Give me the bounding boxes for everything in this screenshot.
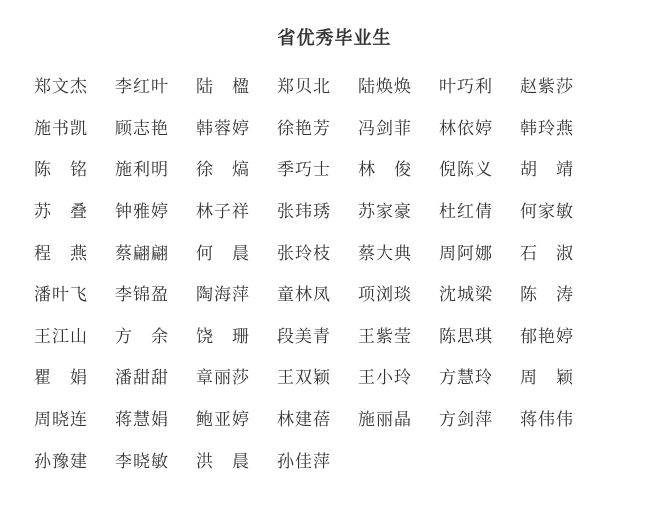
graduate-name: 陆 楹 bbox=[196, 77, 250, 98]
graduate-name: 韩蓉婷 bbox=[196, 118, 250, 139]
graduate-name: 童林凤 bbox=[277, 285, 331, 306]
graduate-name: 段美青 bbox=[277, 326, 331, 347]
graduate-name: 孙豫建 bbox=[34, 451, 88, 472]
graduate-name: 方慧玲 bbox=[439, 368, 493, 389]
graduate-name: 林 俊 bbox=[358, 160, 412, 181]
page-title: 省优秀毕业生 bbox=[277, 28, 392, 49]
graduate-name: 蒋慧娟 bbox=[115, 410, 169, 431]
graduate-name: 瞿 娟 bbox=[34, 368, 88, 389]
graduate-name: 蒋伟伟 bbox=[520, 410, 574, 431]
graduate-name: 项浏琰 bbox=[358, 285, 412, 306]
graduate-name: 程 燕 bbox=[34, 243, 88, 264]
graduate-name: 陈 涛 bbox=[520, 285, 574, 306]
graduate-name: 周 颖 bbox=[520, 368, 574, 389]
graduate-name: 徐艳芳 bbox=[277, 118, 331, 139]
name-row bbox=[34, 230, 634, 272]
graduate-name: 顾志艳 bbox=[115, 118, 169, 139]
graduate-name: 潘甜甜 bbox=[115, 368, 169, 389]
graduate-name: 饶 珊 bbox=[196, 326, 250, 347]
graduate-name: 方剑萍 bbox=[439, 410, 493, 431]
graduate-name: 章丽莎 bbox=[196, 368, 250, 389]
graduate-name: 周晓连 bbox=[34, 410, 88, 431]
graduate-name: 何 晨 bbox=[196, 243, 250, 264]
graduate-name: 冯剑菲 bbox=[358, 118, 412, 139]
graduate-name: 王双颖 bbox=[277, 368, 331, 389]
graduate-name: 钟雅婷 bbox=[115, 202, 169, 223]
graduate-name: 何家敏 bbox=[520, 202, 574, 223]
name-row bbox=[34, 438, 634, 480]
name-row bbox=[34, 314, 634, 356]
name-row bbox=[34, 397, 634, 439]
graduate-name: 苏家豪 bbox=[358, 202, 412, 223]
graduate-name: 郁艳婷 bbox=[520, 326, 574, 347]
name-row bbox=[34, 272, 634, 314]
graduate-name: 林子祥 bbox=[196, 202, 250, 223]
graduate-name: 陶海萍 bbox=[196, 285, 250, 306]
name-list bbox=[34, 64, 634, 480]
name-row bbox=[34, 189, 634, 231]
graduate-name: 王紫莹 bbox=[358, 326, 412, 347]
graduate-name: 王江山 bbox=[34, 326, 88, 347]
graduate-name: 施利明 bbox=[115, 160, 169, 181]
graduate-name: 叶巧利 bbox=[439, 77, 493, 98]
graduate-name: 韩玲燕 bbox=[520, 118, 574, 139]
graduate-name: 王小玲 bbox=[358, 368, 412, 389]
graduate-name: 沈城梁 bbox=[439, 285, 493, 306]
graduate-name: 孙佳萍 bbox=[277, 451, 331, 472]
graduate-name: 陈思琪 bbox=[439, 326, 493, 347]
graduate-name: 李红叶 bbox=[115, 77, 169, 98]
graduate-name: 郑文杰 bbox=[34, 77, 88, 98]
name-row bbox=[34, 147, 634, 189]
graduate-name: 杜红倩 bbox=[439, 202, 493, 223]
graduate-name: 张玲枝 bbox=[277, 243, 331, 264]
graduate-name: 徐 熇 bbox=[196, 160, 250, 181]
graduate-name: 林建蓓 bbox=[277, 410, 331, 431]
graduate-name: 林依婷 bbox=[439, 118, 493, 139]
graduate-name: 方 余 bbox=[115, 326, 169, 347]
graduate-name: 季巧士 bbox=[277, 160, 331, 181]
graduate-name: 鲍亚婷 bbox=[196, 410, 250, 431]
graduate-name: 洪 晨 bbox=[196, 451, 250, 472]
graduate-name: 潘叶飞 bbox=[34, 285, 88, 306]
graduate-name: 石 淑 bbox=[520, 243, 574, 264]
graduate-name: 李晓敏 bbox=[115, 451, 169, 472]
graduate-name: 赵紫莎 bbox=[520, 77, 574, 98]
name-row bbox=[34, 106, 634, 148]
name-row bbox=[34, 64, 634, 106]
graduate-name: 施丽晶 bbox=[358, 410, 412, 431]
graduate-name: 郑贝北 bbox=[277, 77, 331, 98]
graduate-name: 倪陈义 bbox=[439, 160, 493, 181]
graduate-name: 陆焕焕 bbox=[358, 77, 412, 98]
graduate-name: 蔡大典 bbox=[358, 243, 412, 264]
name-row bbox=[34, 355, 634, 397]
graduate-name: 张玮琇 bbox=[277, 202, 331, 223]
graduate-name: 蔡翩翩 bbox=[115, 243, 169, 264]
graduate-name: 施书凯 bbox=[34, 118, 88, 139]
graduate-name: 苏 叠 bbox=[34, 202, 88, 223]
graduate-name: 胡 靖 bbox=[520, 160, 574, 181]
graduate-name: 陈 铭 bbox=[34, 160, 88, 181]
graduate-name: 周阿娜 bbox=[439, 243, 493, 264]
graduate-name: 李锦盈 bbox=[115, 285, 169, 306]
